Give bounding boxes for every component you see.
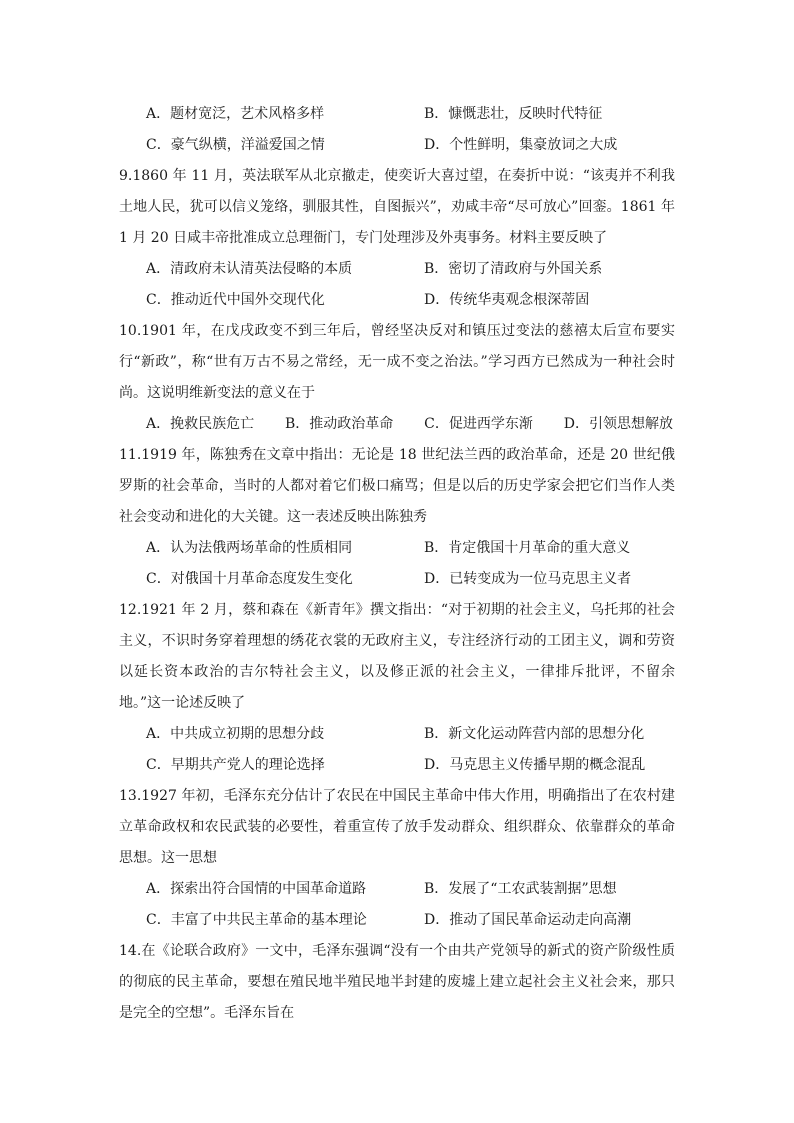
question-9 [119, 161, 675, 316]
option-a: A．清政府未认清英法侵略的本质 [146, 261, 353, 277]
question-13 [119, 781, 675, 936]
option-b: B．新文化运动阵营内部的思想分化 [424, 726, 645, 742]
option-row [119, 99, 675, 130]
question-stem: 9.1860 年 11 月，英法联军从北京撤走，使奕䜣大喜过望，在奏折中说：“该夷并不利我土地人民，犹可以信义笼络，驯服其性，自图振兴”，劝咸丰帝“尽可放心”回銮。1861 年 1 月 20 日咸丰帝批准成立总理衙门，专门处理涉及外夷事务。材料主要反映了 [119, 168, 675, 246]
option-d: D．个性鲜明，集豪放词之大成 [424, 137, 618, 153]
option-a: A．中共成立初期的思想分歧 [146, 726, 325, 742]
option-row [119, 533, 675, 564]
option-a: A．题材宽泛，艺术风格多样 [146, 106, 325, 122]
option-b: B．慷慨悲壮，反映时代特征 [424, 106, 603, 122]
option-row [119, 409, 675, 440]
option-b: B．推动政治革命 [285, 416, 394, 432]
option-c: C．推动近代中国外交现代化 [146, 292, 325, 308]
question-10 [119, 316, 675, 440]
option-d: D．已转变成为一位马克思主义者 [424, 571, 632, 587]
option-row [119, 750, 675, 781]
option-row [119, 130, 675, 161]
option-row [119, 874, 675, 905]
option-b: B．密切了清政府与外国关系 [424, 261, 603, 277]
option-row [119, 285, 675, 316]
option-c: C．豪气纵横，洋溢爱国之情 [146, 137, 325, 153]
option-c: C．对俄国十月革命态度发生变化 [146, 571, 353, 587]
option-row [119, 564, 675, 595]
option-d: D．传统华夷观念根深蒂固 [424, 292, 590, 308]
option-a: A．探索出符合国情的中国革命道路 [146, 881, 367, 897]
question-11 [119, 440, 675, 595]
question-stem: 13.1927 年初，毛泽东充分估计了农民在中国民主革命中伟大作用，明确指出了在农村建立革命政权和农民武装的必要性，着重宣传了放手发动群众、组织群众、依靠群众的革命思想。这一思想 [119, 788, 675, 866]
option-row [119, 254, 675, 285]
option-c: C．早期共产党人的理论选择 [146, 757, 325, 773]
option-a: A．挽救民族危亡 [146, 416, 255, 432]
option-row [119, 905, 675, 936]
option-d: D．引领思想解放 [563, 416, 673, 432]
question-14 [119, 936, 675, 1029]
option-c: C．促进西学东渐 [424, 416, 533, 432]
option-d: D．马克思主义传播早期的概念混乱 [424, 757, 646, 773]
option-a: A．认为法俄两场革命的性质相同 [146, 540, 353, 556]
option-d: D．推动了国民革命运动走向高潮 [424, 912, 632, 928]
question-stem: 10.1901 年，在戊戌政变不到三年后，曾经坚决反对和镇压过变法的慈禧太后宣布要实行“新政”，称“世有万古不易之常经，无一成不变之治法。”学习西方已然成为一种社会时尚。这说明维新变法的意义在于 [119, 323, 675, 401]
option-row [119, 719, 675, 750]
question-12 [119, 595, 675, 781]
question-stem: 11.1919 年，陈独秀在文章中指出：无论是 18 世纪法兰西的政治革命，还是 20 世纪俄罗斯的社会革命，当时的人都对着它们极口痛骂；但是以后的历史学家会把它们当作人类社会变动和进化的大关键。这一表述反映出陈独秀 [119, 447, 675, 525]
question-stem: 14.在《论联合政府》一文中，毛泽东强调“没有一个由共产党领导的新式的资产阶级性质的彻底的民主革命，要想在殖民地半殖民地半封建的废墟上建立起社会主义社会来，那只是完全的空想”。毛泽东旨在 [119, 943, 675, 1021]
option-b: B．发展了“工农武装割据”思想 [424, 881, 617, 897]
prev-question-options [119, 99, 675, 161]
option-c: C．丰富了中共民主革命的基本理论 [146, 912, 367, 928]
exam-content [119, 99, 675, 1029]
question-stem: 12.1921 年 2 月，蔡和森在《新青年》撰文指出：“对于初期的社会主义，乌托邦的社会主义，不识时务穿着理想的绣花衣裳的无政府主义，专注经济行动的工团主义，调和劳资以延长资本政治的吉尔特社会主义，以及修正派的社会主义，一律排斥批评，不留余地。”这一论述反映了 [119, 602, 675, 711]
option-b: B．肯定俄国十月革命的重大意义 [424, 540, 631, 556]
